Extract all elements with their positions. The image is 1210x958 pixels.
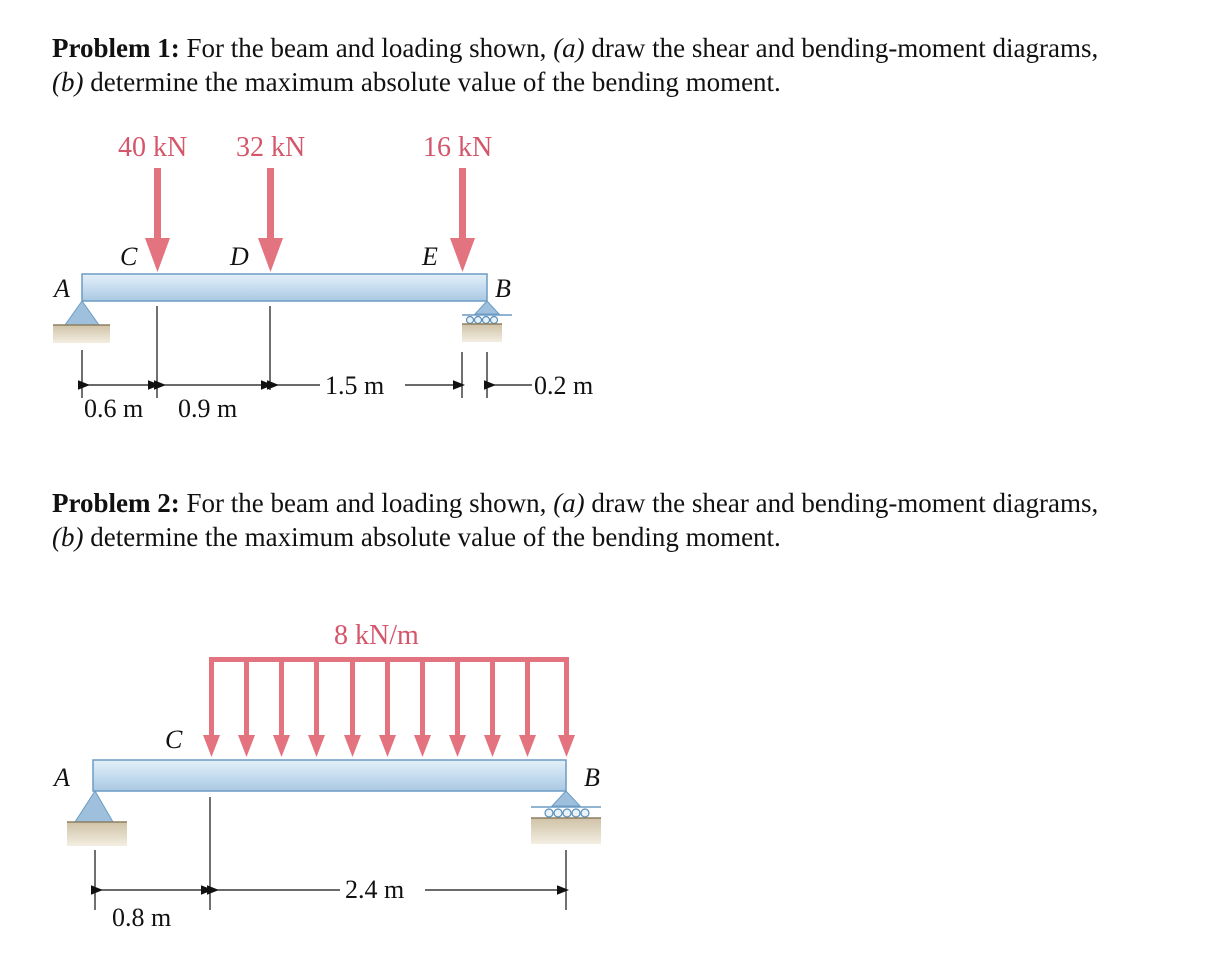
pin-support-a [53,301,110,343]
roller-support-b [462,301,512,342]
point-c-label: C [120,242,138,271]
load-arrow-e [450,168,475,272]
point-b2-label: B [584,763,600,792]
problem-2-lead: For the beam and loading shown, [186,488,547,518]
point-e-label: E [422,242,438,271]
beam-1 [82,274,487,301]
dim-2-4m-label: 2.4 m [345,875,405,904]
point-a-label: A [54,274,70,303]
figure-2 [52,620,601,932]
point-c2-label: C [165,725,183,754]
point-d-label: D [230,242,249,271]
pin-support-a2 [67,791,127,846]
point-b-label: B [495,274,511,303]
problem-2-label: Problem 2: [52,488,180,518]
beam-2 [93,760,566,791]
dim-0-9m-label: 0.9 m [178,394,238,423]
problem-2-part-a: draw the shear and bending-moment diagrams, [591,488,1099,518]
problem-2-part-b-marker: (b) [52,522,84,552]
problem-1-label: Problem 1: [52,33,180,63]
distributed-load-label: 8 kN/m [334,620,419,651]
problem-1-part-b-marker: (b) [52,67,84,97]
load-arrow-d [258,168,283,272]
load-16kn-label: 16 kN [423,132,493,163]
distributed-load [203,657,575,757]
problem-1-lead: For the beam and loading shown, [186,33,547,63]
problem-1-part-a-marker: (a) [553,33,585,63]
dim-0-8m-label: 0.8 m [112,903,172,932]
dimension-extension-lines [82,306,487,398]
load-32kn-label: 32 kN [236,132,306,163]
figure-1 [52,132,593,423]
dim-0-6m-label: 0.6 m [84,394,144,423]
load-40kn-label: 40 kN [118,132,188,163]
dim-0-2m-label: 0.2 m [534,371,594,400]
dimension-extension-lines-2 [95,797,566,910]
problem-2-part-b: determine the maximum absolute value of the bending moment. [90,522,781,552]
problem-1-part-b: determine the maximum absolute value of the bending moment. [90,67,781,97]
problem-2-part-a-marker: (a) [553,488,585,518]
roller-support-b2 [531,791,601,844]
problem-1-part-a: draw the shear and bending-moment diagrams, [591,33,1099,63]
point-a2-label: A [54,763,70,792]
dim-1-5m-label: 1.5 m [325,371,385,400]
load-arrow-c [145,168,170,272]
